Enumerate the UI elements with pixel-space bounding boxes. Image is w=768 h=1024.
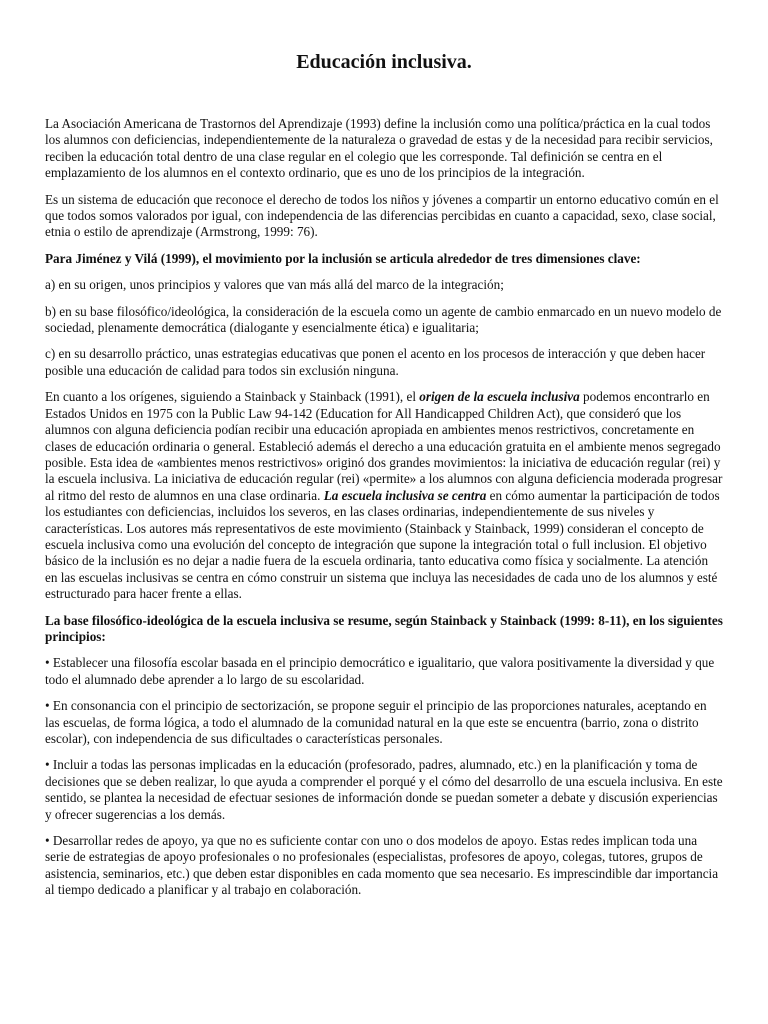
paragraph-principles-intro: La base filosófico-ideológica de la escuela inclusiva se resume, según Stainback y Stainback (1999: 8-11), en los siguientes principios: [45,612,723,644]
paragraph-dimension-c: c) en su desarrollo práctico, unas estrategias educativas que ponen el acento en los procesos de interacción y que deben hacer posible una educación de calidad para todos sin exclusión ninguna. [45,346,706,378]
paragraph-origins [45,389,723,602]
paragraph-dimension-b: b) en su base filosófico/ideológica, la consideración de la escuela como un agente de cambio enmarcado en un nuevo modelo de sociedad, plenamente democrática (dialogante y esencialmente ética) e igualitaria; [45,303,722,336]
origins-text-b: podemos encontrarlo en Estados Unidos en 1975 con la Public Law 94-142 (Education for All Handicapped Children Act), que consideró que los alumnos con alguna deficiencia podían recibir una educación apropiada en ambientes menos restrictivos, concretamente en clases de educación ordinaria o general. Estableció además el derecho a una educación gratuita en el ambiente menos segregado posible. Esta idea de «ambientes menos restrictivos» originó dos grandes movimientos: la iniciativa de educación regular (rei) y la escuela inclusiva. La iniciativa de educación regular (rei) «permite» a los alumnos con alguna deficiencia moderada progresar al ritmo del resto de alumnos en una clase ordinaria. [45,389,723,503]
principle-item-proportions: • En consonancia con el principio de sectorización, se propone seguir el principio de las proporciones naturales, aceptando en las escuelas, de forma lógica, a todo el alumnado de la comunidad natural en la que este se encuentra (barrio, zona o distrito escolar), con independencia de sus dificultades o características personales. [45,698,707,746]
origins-emphasis-focus: La escuela inclusiva se centra [323,487,487,503]
paragraph-system: Es un sistema de educación que reconoce el derecho de todos los niños y jóvenes a compartir un entorno educativo común en el que todos somos valorados por igual, con independencia de las diferencias percibidas en cuanto a capacidad, sexo, clase social, etnia o estilo de aprendizaje (Armstrong, 1999: 76). [45,191,719,240]
paragraph-definition: La Asociación Americana de Trastornos del Aprendizaje (1993) define la inclusión como una política/práctica en la cual todos los alumnos con deficiencias, independientemente de la naturaleza o gravedad de estas y de la necesidad para recibir servicios, reciben la educación total dentro de una clase regular en el colegio que les corresponde. Tal definición se centra en el emplazamiento de los alumnos en el contexto ordinario, que es uno de los principios de la integración. [45,116,713,181]
principle-item-support-networks: • Desarrollar redes de apoyo, ya que no es suficiente contar con uno o dos modelos de apoyo. Estas redes implican toda una serie de estrategias de apoyo profesionales o no profesionales (especialistas, profesores de apoyo, colegas, tutores, grupos de asistencia, seminarios, etc.) que deben estar disponibles en cada momento que sea necesario. Es imprescindible dar importancia al tiempo dedicado a planificar y al trabajo en colaboración. [45,833,719,898]
document-title: Educación inclusiva. [296,51,472,73]
origins-emphasis-origin: origen de la escuela inclusiva [419,389,580,405]
paragraph-dimensions-intro: Para Jiménez y Vilá (1999), el movimiento por la inclusión se articula alrededor de tres dimensiones clave: [45,250,641,266]
principle-item-philosophy: • Establecer una filosofía escolar basada en el principio democrático e igualitario, que valora positivamente la diversidad y que todo el alumnado debe aprender a lo largo de su escolaridad. [45,655,715,687]
origins-text-c: en cómo aumentar la participación de todos los estudiantes con deficiencias, incluidos los severos, en las clases ordinarias, independientemente de sus niveles y características. Los autores más representativos de este movimiento (Stainback y Stainback, 1999) consideran el concepto de escuela inclusiva como una evolución del concepto de integración que supone la integración total o full inclusion. El objetivo básico de la inclusión es no dejar a nadie fuera de la escuela ordinaria, tanto educativa como física y socialmente. La atención en las escuelas inclusivas se centra en cómo construir un sistema que incluya las necesidades de cada uno de los alumnos y esté estructurado para hacer frente a ellas. [45,487,720,602]
principle-item-participation: • Incluir a todas las personas implicadas en la educación (profesorado, padres, alumnado, etc.) en la planificación y toma de decisiones que se deben realizar, lo que ayuda a comprender el porqué y el cómo del desarrollo de una escuela inclusiva. En este sentido, se plantea la necesidad de efectuar sesiones de información donde se puedan someter a debate y discusión experiencias y ofrecer sugerencias a los demás. [45,757,723,822]
origins-text-a: En cuanto a los orígenes, siguiendo a Stainback y Stainback (1991), el [45,389,420,405]
paragraph-dimension-a: a) en su origen, unos principios y valores que van más allá del marco de la integración; [45,277,504,293]
